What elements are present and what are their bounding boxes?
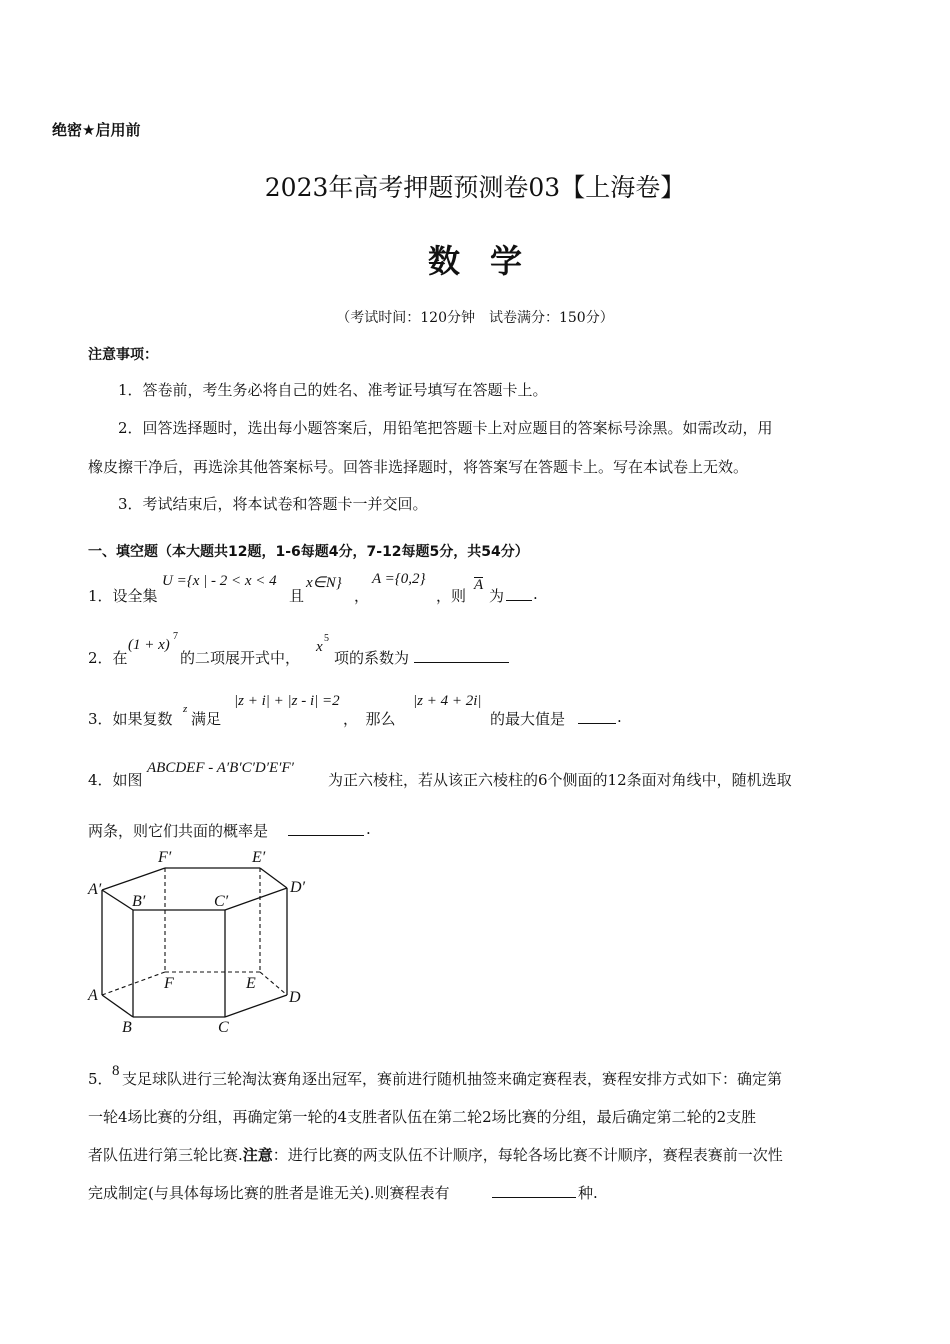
edge-c1-d1 xyxy=(225,888,287,910)
hidden-edge-e-d xyxy=(260,972,287,995)
question-2-binomial: (1 + x) xyxy=(128,637,170,653)
label-b-prime: B′ xyxy=(132,893,146,910)
question-5-line-1: 支足球队进行三轮淘汰赛角逐出冠军，赛前进行随机抽签来确定赛程表，赛程安排方式如下：确定第 xyxy=(122,1070,783,1088)
question-3-satisfy: 满足 xyxy=(191,710,222,728)
label-a-prime: A′ xyxy=(88,881,102,898)
question-1-period: . xyxy=(533,585,538,603)
subject-title: 数学 xyxy=(427,242,552,280)
question-3-suffix: 的最大值是 xyxy=(490,710,566,728)
question-3-prefix: 3．如果复数 xyxy=(88,710,173,728)
question-1-condition: x∈N} xyxy=(306,575,342,591)
question-2-middle: 的二项展开式中， xyxy=(180,649,301,667)
label-c: C xyxy=(218,1019,229,1036)
question-1-suffix: 为 xyxy=(489,587,505,605)
question-1-comma: ， xyxy=(354,587,370,605)
label-f: F xyxy=(164,975,174,992)
question-3-expression: |z + 4 + 2i| xyxy=(413,693,482,709)
question-5-number: 8 xyxy=(112,1063,120,1079)
question-2-exponent: 7 xyxy=(173,631,178,642)
question-3-then: ， 那么 xyxy=(343,710,396,728)
question-1-then: ，则 xyxy=(436,587,467,605)
hexagonal-prism-figure xyxy=(80,840,320,1040)
notice-heading: 注意事项： xyxy=(88,347,158,363)
question-2-prefix: 2．在 xyxy=(88,649,128,667)
edge-a-b xyxy=(102,995,133,1017)
question-3-variable: z xyxy=(183,703,188,715)
question-5-line-3 xyxy=(88,1144,783,1165)
question-3-answer-blank[interactable] xyxy=(578,709,616,724)
exam-title: 2023年高考押题预测卷03【上海卷】 xyxy=(264,173,686,202)
question-2-term-exponent: 5 xyxy=(324,633,329,644)
question-1-complement-a: A xyxy=(474,577,484,593)
question-2-suffix: 项的系数为 xyxy=(334,649,410,667)
question-5-line-2: 一轮4场比赛的分组，再确定第一轮的4支胜者队伍在第二轮2场比赛的分组，最后确定第二轮的2支胜 xyxy=(88,1108,757,1126)
question-4-prefix: 4．如图 xyxy=(88,771,143,789)
question-5-line-4-end: 种. xyxy=(578,1184,598,1202)
label-e: E xyxy=(246,975,256,992)
edge-c-d xyxy=(225,995,287,1017)
question-5-line-3-start: 者队伍进行第三轮比赛. xyxy=(88,1146,243,1164)
label-d: D xyxy=(289,989,301,1006)
label-e-prime: E′ xyxy=(252,849,266,866)
question-2-term: x xyxy=(316,639,323,655)
question-4-line-2: 两条，则它们共面的概率是 xyxy=(88,822,269,840)
question-4-answer-blank[interactable] xyxy=(288,821,364,836)
question-1-prefix: 1．设全集 xyxy=(88,587,158,605)
question-3-period: . xyxy=(617,708,622,726)
edge-a1-f1 xyxy=(102,868,165,890)
question-4-period: . xyxy=(366,820,371,838)
notice-item-2-line-2: 橡皮擦干净后，再选涂其他答案标号。回答非选择题时，将答案写在答题卡上。写在本试卷上无效。 xyxy=(88,458,749,476)
question-1-and: 且 xyxy=(289,587,305,605)
question-5-answer-blank[interactable] xyxy=(492,1183,576,1198)
question-3-condition: |z + i| + |z - i| =2 xyxy=(234,693,340,709)
question-5-line-3-end: ：进行比赛的两支队伍不计顺序，每轮各场比赛不计顺序，赛程表赛前一次性 xyxy=(272,1146,783,1164)
question-1-set-a: A ={0,2} xyxy=(372,571,426,587)
confidential-label: 绝密★启用前 xyxy=(52,121,141,139)
notice-item-3: 3．考试结束后，将本试卷和答题卡一并交回。 xyxy=(118,495,428,513)
question-5-line-4: 完成制定(与具体每场比赛的胜者是谁无关).则赛程表有 xyxy=(88,1184,450,1202)
label-b: B xyxy=(122,1019,132,1036)
question-1-set-u: U ={x | - 2 < x < 4 xyxy=(162,573,277,589)
question-4-line-1: 为正六棱柱，若从该正六棱柱的6个侧面的12条面对角线中，随机选取 xyxy=(328,771,792,789)
label-f-prime: F′ xyxy=(158,849,172,866)
question-4-prism: ABCDEF - A′B′C′D′E′F′ xyxy=(147,760,294,776)
question-2-answer-blank[interactable] xyxy=(414,648,509,663)
question-5-note-label: 注意 xyxy=(242,1146,273,1164)
question-1-answer-blank[interactable] xyxy=(506,586,532,601)
question-5-prefix: 5． xyxy=(88,1070,113,1088)
label-c-prime: C′ xyxy=(214,893,229,910)
section-heading: 一、填空题（本大题共12题，1-6每题4分，7-12每题5分，共54分） xyxy=(88,544,529,560)
edge-a1-b1 xyxy=(102,890,133,910)
edge-e1-d1 xyxy=(260,868,287,888)
notice-item-2-line-1: 2．回答选择题时，选出每小题答案后，用铅笔把答题卡上对应题目的答案标号涂黑。如需改动，用 xyxy=(118,419,773,437)
label-a: A xyxy=(88,987,98,1004)
exam-info: （考试时间：120分钟 试卷满分：150分） xyxy=(336,310,614,326)
label-d-prime: D′ xyxy=(290,879,306,896)
notice-item-1: 1．答卷前，考生务必将自己的姓名、准考证号填写在答题卡上。 xyxy=(118,381,548,399)
